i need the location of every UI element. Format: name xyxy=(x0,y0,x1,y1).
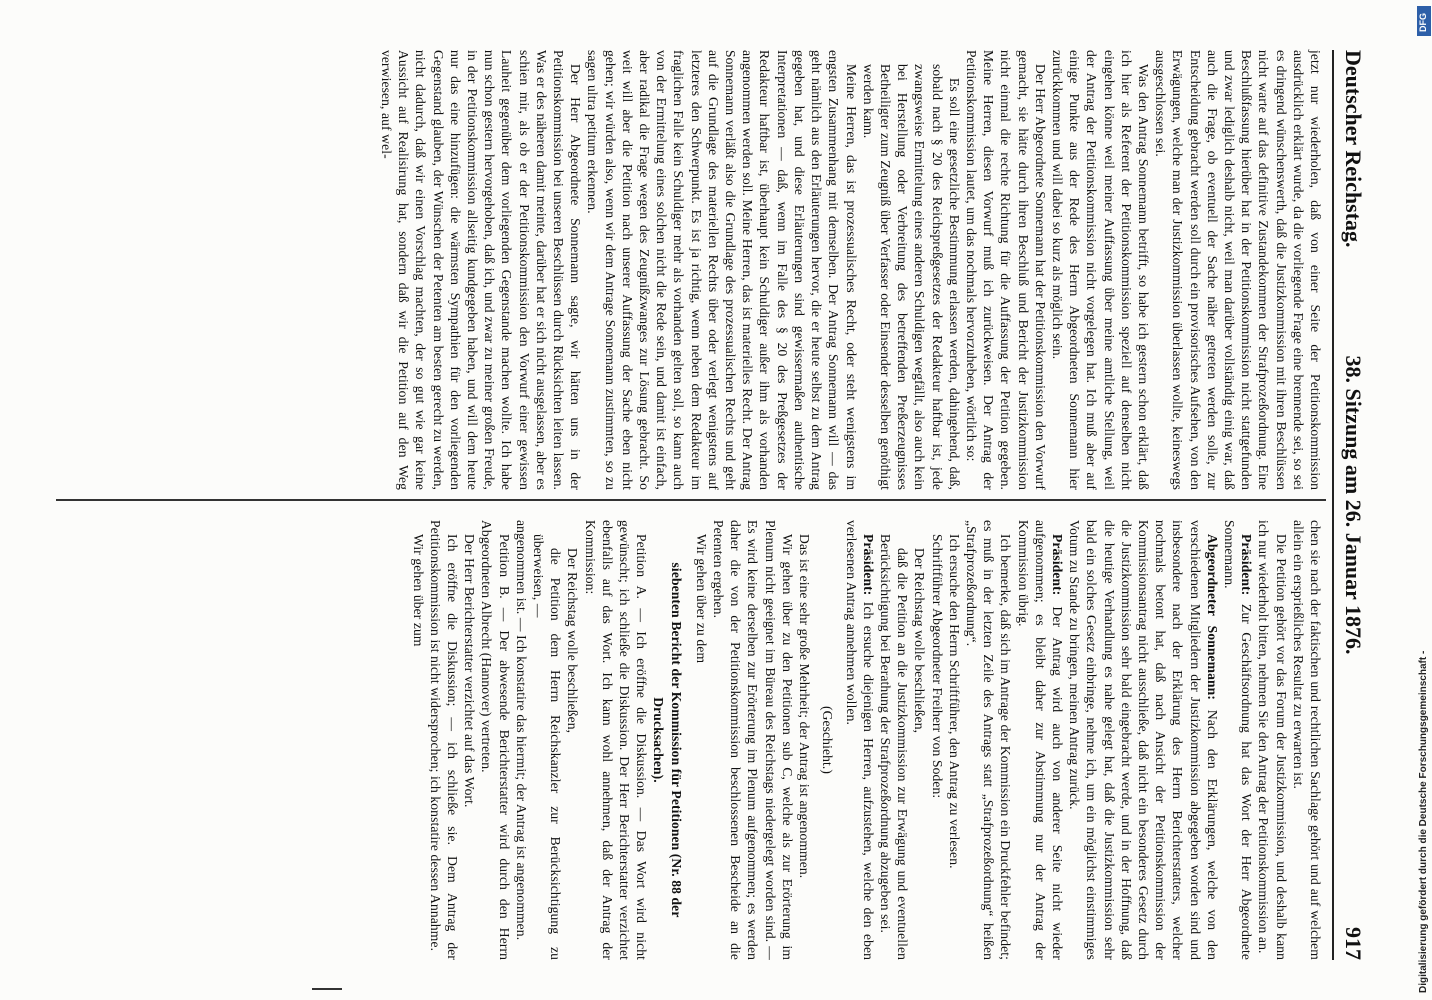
left-column xyxy=(378,50,1324,490)
section-heading: siebenten Bericht der Kommission für Petitionen (Nr. 88 der Drucksachen). xyxy=(651,562,684,918)
page-number: 917 xyxy=(1341,927,1366,960)
digitization-credit xyxy=(1418,8,1432,993)
left-paragraph: Was den Antrag Sonnemann betrifft, so habe ich gestern schon erklärt, daß ich hier als Referent der Petitionskommission speziell auf denselben nicht eingehen könne weil meiner Auffassung über meine amtliche Stellung, weil der Antrag der Petitionskommission nicht vorgelegen hat. Ich muß aber auf einige Punkte aus der Rede des Herrn Abgeordneten Sonnemann hier zurückkommen und will dabei so kurz als möglich sein. xyxy=(1049,50,1151,490)
right-paragraph: Petition A. — Ich eröffne die Diskussion. — Das Wort wird nicht gewünscht; ich schließe die Diskussion. Der Herr Berichterstatter verzichtet ebenfalls auf das Wort. Ich kann wohl annehmen, daß der Antrag der Kommission: xyxy=(582,520,650,960)
page-edge-mark xyxy=(312,988,342,990)
speech-text: Zur Geschäftsordnung hat das Wort der Herr Abgeordnete Sonnemann. xyxy=(1221,520,1255,961)
left-paragraph: Der Herr Abgeordnete Sonnemann hat der Petitionskommission den Vorwurf gemacht, sie hätte durch ihren Beschluß und Bericht der Justizkommission nicht einmal die rechte Richtung für die Auffassung der Petition gegeben. Meine Herren, diesen Vorwurf muß ich zurückweisen. Der Antrag der Petitionskommission lautet, um das nochmals hervorzuheben, wörtlich so: xyxy=(963,50,1048,490)
rotated-page-content xyxy=(2,0,1392,1000)
dfg-logo-text: DFG xyxy=(1418,13,1428,32)
left-paragraph: jetzt nur wiederholen, daß von einer Seite der Petitionskommission ausdrücklich erklärt wurde, da die vorliegende Frage eine brennende sei, so sei es dringend wünschenswerth, daß die Justizkommission mit ihren Beschlüssen nicht warte auf das definitive Zustandekommen der Strafprozeßordnung. Eine Beschlußfassung hierüber hat in der Petitionskommission nicht stattgefunden und zwar lediglich deshalb nicht, weil man darüber vollständig einig war, daß auch die Frage, ob eventuell der Sache näher getreten werden solle, zur Entscheidung gebracht werden soll durch ein provisorisches Aufsehen, von den Erwägungen, welche man der Justizkommission überlassen wollte, keineswegs ausgeschlossen sei. xyxy=(1153,50,1323,490)
right-paragraph: Wir gehen über zum xyxy=(410,534,426,647)
right-paragraph: Petition B. — Der abwesende Berichterstatter wird durch den Herrn Abgeordneten Albrecht (Hannover) vertreten. xyxy=(479,520,512,960)
motion-text: daß die Petition an die Justizkommission zur Erwägung und eventuellen Berücksichtigung bei Berathung der Strafprozeßordnung abzugeben sei. xyxy=(877,534,911,960)
credit-text: Digitalisierung gefördert durch die Deutsche Forschungsgemeinschaft - xyxy=(1418,650,1429,993)
stage-direction: (Geschieht.) xyxy=(820,705,836,774)
header-left: Deutscher Reichstag. xyxy=(1341,50,1366,248)
right-column xyxy=(409,520,1324,960)
page-header xyxy=(1334,50,1374,960)
left-paragraph: Der Herr Abgeordnete Sonnemann sagte, wir hätten uns in der Petitionskommission bei unseren Beschlüssen durch Rücksichten leiten lassen. Was er des näheren damit meinte, darüber hat er sich nicht ausgelassen, aber es schien mir, als ob er der Petitionskommission den Vorwurf einer gewissen Lauheit gegenüber dem vorliegenden Gegenstande machen wollte. Ich habe nun schon gestern hervorgehoben, daß ich, und zwar zu meiner großen Freude, in der Petitionskommission allseitig kundgegeben haben, und will dem heute nur das eine hinzufügen: die wärmsten Sympathien für den vorliegenden Gegenstand glauben, der Wünschen der Petenten am besten gerecht zu werden, nicht dadurch, daß wir einen Vorschlag machten, der so gut wie gar keine Aussicht auf Realisirung hat, sondern daß wir die Petition auf den Weg verwiesen, auf wel- xyxy=(379,50,584,490)
right-paragraph: Der Reichstag wolle beschließen, xyxy=(912,548,928,734)
right-paragraph: Der Reichstag wolle beschließen, xyxy=(565,548,581,734)
speaker-label: Präsident: xyxy=(1239,534,1255,596)
speech-text: Der Antrag wird auch von anderer Seite nicht wieder aufgenommen; es bleibt daher zur Abstimmung nur der Antrag der Kommission übrig. xyxy=(1015,520,1065,960)
column-divider xyxy=(56,499,1326,501)
header-rule xyxy=(1332,50,1334,960)
speech-paragraph xyxy=(1066,520,1221,960)
speaker-label: Präsident: xyxy=(860,534,876,596)
speech-paragraph xyxy=(1221,520,1255,960)
secretary-label: Schriftführer Abgeordneter Freiherr von Soden: xyxy=(929,534,945,799)
speech-text: Nach den Erklärungen, welche von den verschiedenen Mitgliedern der Justizkommission abgegeben worden sind und insbesondere nach der Erklärung des Herrn Berichterstatters, welcher nochmals betont hat, daß nach Ansicht der Petitionskommission der Kommissionsantrag nicht ausschließe, daß nicht ein besonderes Gesetz durch die Justizkommission sehr bald eingebracht werde, und in der Hoffnung, daß die heutige Verhandlung es nahe gelegt hat, daß die Justizkommission sehr bald ein solches Gesetz einbringe, nehme ich, um ein möglichst einstimmiges Votum zu Stande zu bringen, meinen Antrag zurück. xyxy=(1067,520,1220,961)
right-paragraph: Die Petition gehört vor das Forum der Justizkommission, und deshalb kann ich nur wiederholt bitten, nehmen Sie den Antrag der Petitionskommission an. xyxy=(1256,520,1289,960)
speaker-label: Präsident: xyxy=(1049,534,1065,596)
dfg-logo-icon xyxy=(1417,6,1431,36)
speaker-label: Abgeordneter Sonnemann: xyxy=(1204,534,1220,700)
speech-text: Ich ersuche diejenigen Herren, aufzustehen, welche den eben verlesenen Antrag annehmen wollen. xyxy=(843,520,876,961)
right-paragraph: die Petition dem Herrn Reichskanzler zur Berücksichtigung zu überweisen, — xyxy=(531,534,564,960)
right-paragraph: Ich eröffne die Diskussion; — ich schließe sie. Dem Antrag der Petitionskommission ist nicht widersprochen; ich konstatire dessen Annahme. xyxy=(427,520,461,960)
right-paragraph: Wir gehen über zu den Petitionen sub C, welche als zur Erörterung im Plenum nicht geeignet im Büreau des Reichstags niedergelegt worden sind. — Es wird keine derselben zur Erörterung im Plenum aufgenommen; es werden daher die von der Petitionskommission beschlossenen Bescheide an die Petenten ergehen. xyxy=(711,520,795,960)
right-paragraph: Der Herr Berichterstatter verzichtet auf das Wort. xyxy=(462,534,478,808)
speech-paragraph xyxy=(842,520,876,960)
right-paragraph: Das ist eine sehr große Mehrheit; der Antrag ist angenommen. xyxy=(797,534,813,879)
right-paragraph: angenommen ist. — Ich konstatire das hiermit; der Antrag ist angenommen. xyxy=(513,520,529,941)
right-paragraph: chen sie nach der faktischen und rechtlichen Sachlage gehört und auf welchem allein ein ersprießliches Resultat zu erwarten ist. xyxy=(1290,520,1323,960)
right-paragraph: Ich bemerke, daß sich im Antrage der Kommission ein Druckfehler befindet; es muß in der letzten Zeile des Antrags statt „Strafprozeßordnung“ heißen „Strafprozeßordnung“. xyxy=(963,520,1014,960)
speech-paragraph xyxy=(1014,520,1066,960)
left-paragraph-quote: Es soll eine gesetzliche Bestimmung erlassen werden, dahingehend, daß, sobald nach § 20 des Reichspreßgesetzes der Redakteur haftbar ist, jede zwangsweise Ermittelung eines anderen Schuldigen wegfällt, also auch kein bei Herstellung oder Verbreitung des betreffenden Preßerzeugnisses Betheiligter zum Zeugniß über Verfasser oder Einsender desselben genöthigt werden kann. xyxy=(860,64,962,490)
header-center: 38. Sitzung am 26. Januar 1876. xyxy=(1341,355,1366,655)
left-paragraph: Meine Herren, das ist prozessualisches Recht, oder steht wenigstens im engsten Zusammenhang mit demselben. Der Antrag Sonnemann will — das geht nämlich aus den Erläuterungen hervor, die er heute selbst zu dem Antrag gegeben hat, und diese Erläuterungen sind gewissermaßen authentische Interpretationen — daß, wenn im Falle des § 20 des Preßgesetzes der Redakteur haftbar ist, überhaupt kein Schuldiger außer ihm als vorhanden angenommen werden soll. Meine Herren, das ist materielles Recht. Der Antrag Sonnemann verläßt also die Grundlage des prozessualischen Rechts und geht auf die Grundlage des materiellen Rechts über oder verlegt wenigstens auf letzteres den Schwerpunkt. Es ist ja richtig, wenn neben dem Redakteur im fraglichen Falle kein Schuldiger mehr als vorhanden gelten soll, so kann auch von der Ermittelung eines solchen nicht die Rede sein, und damit ist einfach, aber radikal die Frage wegen des Zeugnißzwanges zur Lösung gebracht. So weit will aber die Petition nach unserer Auffassung der Sache eben nicht gehen; wir würden also, wenn wir dem Antrage Sonnemann zustimmten, so zu sagen ultra petitum erkennen. xyxy=(585,50,859,490)
right-paragraph: Ich ersuche den Herrn Schriftführer, den Antrag zu verlesen. xyxy=(946,534,962,869)
right-paragraph: Wir gehen über zu dem xyxy=(693,534,709,664)
